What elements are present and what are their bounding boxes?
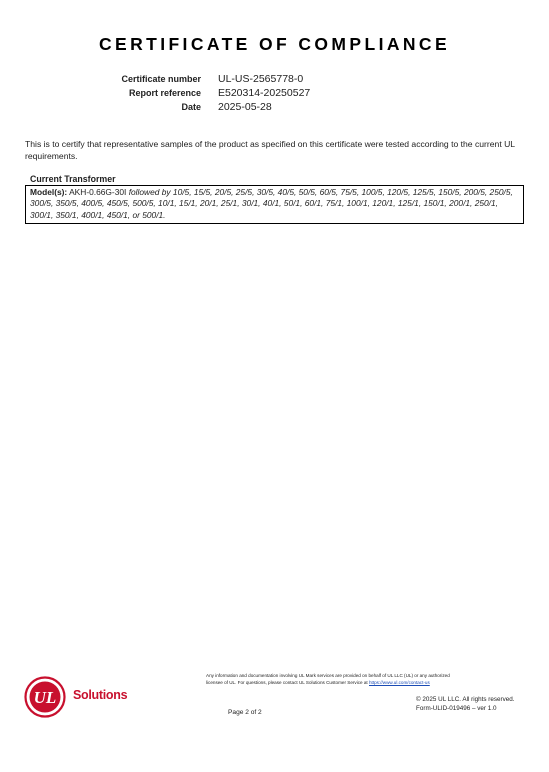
- copyright-text: © 2025 UL LLC. All rights reserved.: [416, 696, 515, 703]
- meta-row-report-reference: [0, 86, 549, 100]
- meta-label: Certificate number: [121, 74, 201, 84]
- models-base: AKH-0.66G-30I: [69, 187, 127, 197]
- meta-value: UL-US-2565778-0: [218, 73, 304, 85]
- models-label: Model(s):: [30, 187, 68, 197]
- meta-label: Report reference: [128, 88, 201, 98]
- disclaimer-line-2-text: licensee of UL. For questions, please contact UL Solutions Customer Service at: [206, 679, 368, 685]
- page-number: Page 2 of 2: [228, 709, 262, 716]
- contact-link[interactable]: https://www.ul.com/contact-us: [369, 679, 430, 685]
- certificate-title: CERTIFICATE OF COMPLIANCE: [98, 34, 451, 54]
- disclaimer-line-2: [206, 680, 522, 687]
- form-id: Form-ULID-019496 – ver 1.0: [416, 704, 497, 712]
- footer-disclaimer: [206, 673, 522, 686]
- models-box: [25, 185, 524, 224]
- certification-statement: This is to certify that representative samples of the product as specified on this certificate were tested according to the current UL requirements.: [25, 139, 515, 161]
- ul-logo-mark: UL: [33, 688, 57, 707]
- meta-row-certificate-number: [0, 72, 549, 86]
- meta-value: 2025-05-28: [218, 101, 272, 113]
- meta-value: E520314-20250527: [218, 87, 311, 99]
- disclaimer-line-1: Any information and documentation involving UL Mark services are provided on behalf of UL LLC (UL) or any authorized: [206, 673, 450, 678]
- logo-text: Solutions: [73, 688, 128, 702]
- meta-row-date: [0, 100, 549, 114]
- meta-label: Date: [181, 102, 201, 112]
- footer-copyright: [416, 696, 515, 713]
- product-category-heading: Current Transformer: [30, 174, 116, 184]
- certificate-meta: [0, 72, 549, 114]
- models-suffix: followed by 10/5, 15/5, 20/5, 25/5, 30/5, 40/5, 50/5, 60/5, 75/5, 100/5, 120/5, 125/5, 150/5, 200/5, 250/5, 300/5, 350/5, 400/5, 450/5, 500/5, 10/1, 15/1, 20/1, 25/1, 30/1, 40/1, 50/1, 60/1, 75/1, 100/1, 120/1, 125/1, 150/1, 200/1, 250/1, 300/1, 350/1, 400/1, 450/1, or 500/1.: [30, 187, 513, 220]
